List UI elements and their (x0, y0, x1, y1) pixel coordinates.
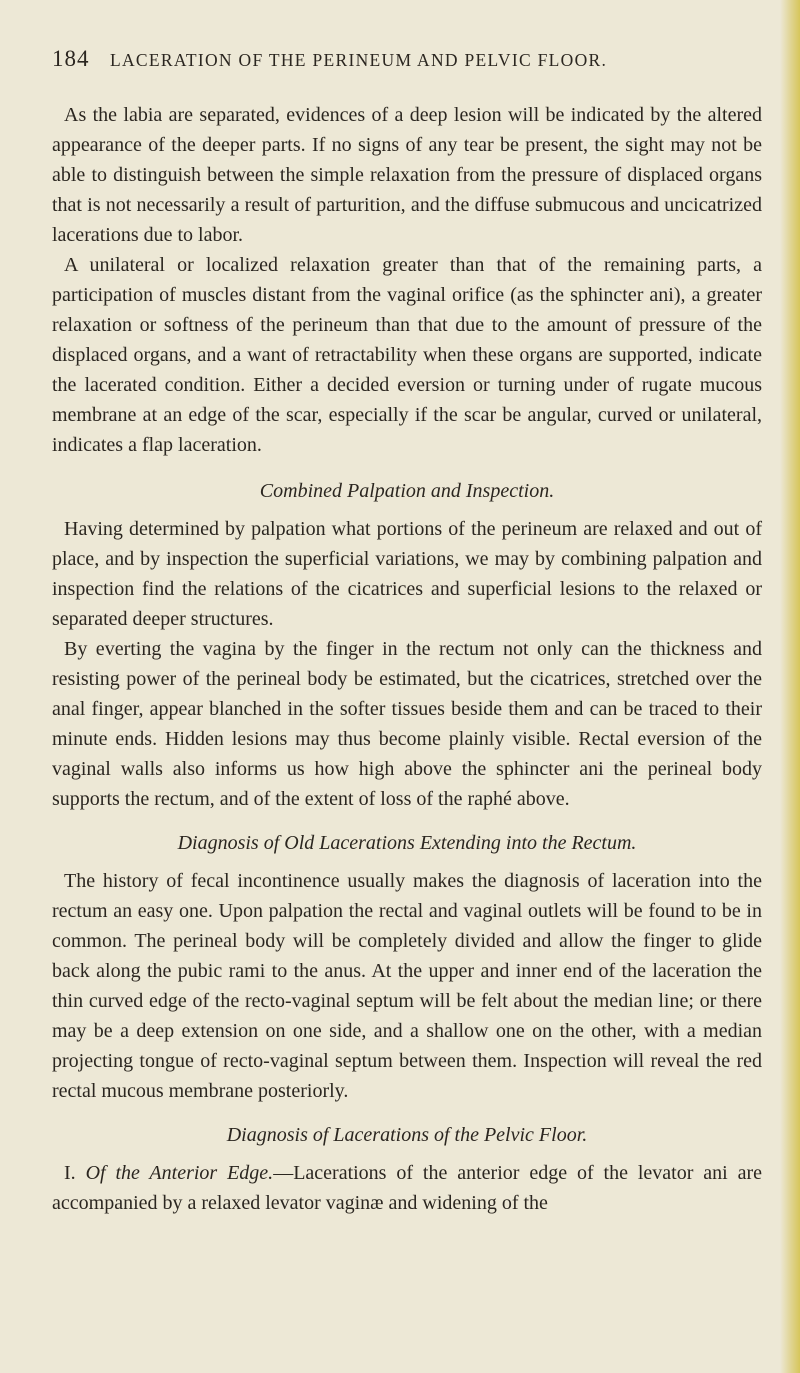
paragraph-anterior-edge (52, 1158, 762, 1218)
section-heading-rectum-lacerations: Diagnosis of Old Lacerations Extending into the Rectum. (177, 832, 637, 854)
paragraph-labia: As the labia are separated, evidences of a deep lesion will be indicated by the altered appearance of the deeper parts. If no signs of any tear be present, the sight may not be able to distinguish between the simple relaxation from the pressure of displaced organs that is not necessarily a result of parturition, and the diffuse submucous and uncicatrized lacerations due to labor. (52, 104, 762, 246)
page-number: 184 (52, 46, 90, 71)
running-head-title: LACERATION OF THE PERINEUM AND PELVIC FLOOR. (110, 50, 608, 70)
item-label: Of the Anterior Edge. (85, 1162, 274, 1184)
section-heading-pelvic-floor: Diagnosis of Lacerations of the Pelvic Floor. (226, 1124, 588, 1146)
section-heading-combined-palpation: Combined Palpation and Inspection. (259, 480, 555, 502)
page-edge (780, 0, 800, 1373)
body-text (52, 100, 762, 1218)
book-page (52, 46, 762, 1218)
paragraph-having-determined: Having determined by palpation what portions of the perineum are relaxed and out of place, and by inspection the superficial variations, we may by combining palpation and inspection find the relations of the cicatrices and superficial lesions to the relaxed or separated deeper structures. (52, 518, 762, 630)
paragraph-everting-vagina: By everting the vagina by the finger in the rectum not only can the thickness and resisting power of the perineal body be estimated, but the cicatrices, stretched over the anal finger, appear blanched in the softer tissues beside them and can be traced to their minute ends. Hidden lesions may thus become plainly visible. Rectal eversion of the vaginal walls also informs us how high above the sphincter ani the perineal body supports the rectum, and of the extent of loss of the raphé above. (52, 638, 762, 810)
item-text: —Lacerations of the anterior edge of the levator ani are accompanied by a relaxed levator vaginæ and widening of the (52, 1162, 762, 1214)
paragraph-fecal-incontinence: The history of fecal incontinence usually makes the diagnosis of laceration into the rectum an easy one. Upon palpation the rectal and vaginal outlets will be found to be in common. The perineal body will be completely divided and allow the finger to glide back along the pubic rami to the anus. At the upper and inner end of the laceration the thin curved edge of the recto-vaginal septum will be felt about the median line; or there may be a deep extension on one side, and a shallow one on the other, with a median projecting tongue of recto-vaginal septum between them. Inspection will reveal the red rectal mucous membrane posteriorly. (52, 870, 762, 1102)
item-number: I. (64, 1162, 76, 1184)
paragraph-unilateral-relaxation: A unilateral or localized relaxation greater than that of the remaining parts, a participation of muscles distant from the vaginal orifice (as the sphincter ani), a greater relaxation or softness of the perineum than that due to the amount of pressure of the displaced organs, and a want of retractability when these organs are supported, indicate the lacerated condition. Either a decided eversion or turning under of rugate mucous membrane at an edge of the scar, especially if the scar be angular, curved or unilateral, indicates a flap laceration. (52, 254, 762, 456)
running-head (52, 46, 762, 80)
